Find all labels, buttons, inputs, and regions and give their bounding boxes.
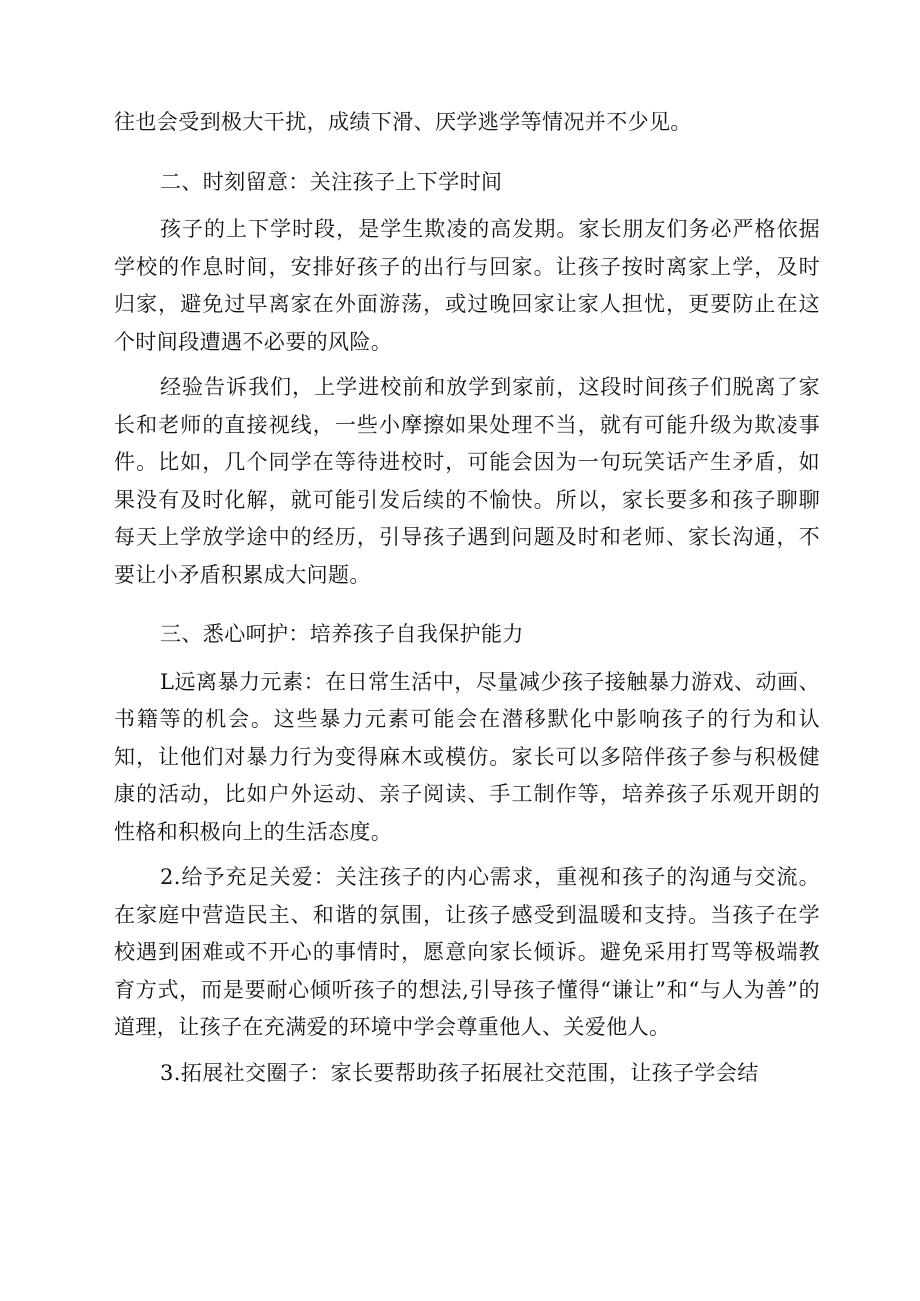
paragraph: 2.给予充足关爱：关注孩子的内心需求，重视和孩子的沟通与交流。在家庭中营造民主、和谐的氛围，让孩子感受到温暖和支持。当孩子在学校遇到困难或不开心的事情时，愿意向家长倾诉。避免采用打骂等极端教育方式，而是要耐心倾听孩子的想法,引导孩子懂得“谦让”和“与人为善”的道理，让孩子在充满爱的环境中学会尊重他人、关爱他人。 xyxy=(114,865,820,1039)
document-page xyxy=(114,104,820,1092)
paragraph: L远离暴力元素：在日常生活中，尽量减少孩子接触暴力游戏、动画、书籍等的机会。这些暴力元素可能会在潜移默化中影响孩子的行为和认知，让他们对暴力行为变得麻木或模仿。家长可以多陪伴孩子参与积极健康的活动，比如户外运动、亲子阅读、手工制作等，培养孩子乐观开朗的性格和积极向上的生活态度。 xyxy=(114,669,820,844)
paragraph-continuation: 往也会受到极大干扰，成绩下滑、厌学逃学等情况并不少见。 xyxy=(114,110,692,134)
section-heading-2: 二、时刻留意：关注孩子上下学时间 xyxy=(160,169,503,194)
paragraph: 经验告诉我们，上学进校前和放学到家前，这段时间孩子们脱离了家长和老师的直接视线，一些小摩擦如果处理不当，就有可能升级为欺凌事件。比如，几个同学在等待进校时，可能会因为一句玩笑话产生矛盾，如果没有及时化解，就可能引发后续的不愉快。所以，家长要多和孩子聊聊每天上学放学途中的经历，引导孩子遇到问题及时和老师、家长沟通，不要让小矛盾积累成大问题。 xyxy=(114,375,820,587)
paragraph: 3.拓展社交圈子：家长要帮助孩子拓展社交范围，让孩子学会结 xyxy=(160,1060,759,1085)
paragraph: 孩子的上下学时段，是学生欺凌的高发期。家长朋友们务必严格依据学校的作息时间，安排好孩子的出行与回家。让孩子按时离家上学，及时归家，避免过早离家在外面游荡，或过晚回家让家人担忧，更要防止在这个时间段遭遇不必要的风险。 xyxy=(114,217,820,354)
section-heading-3: 三、悉心呵护：培养孩子自我保护能力 xyxy=(160,622,524,646)
